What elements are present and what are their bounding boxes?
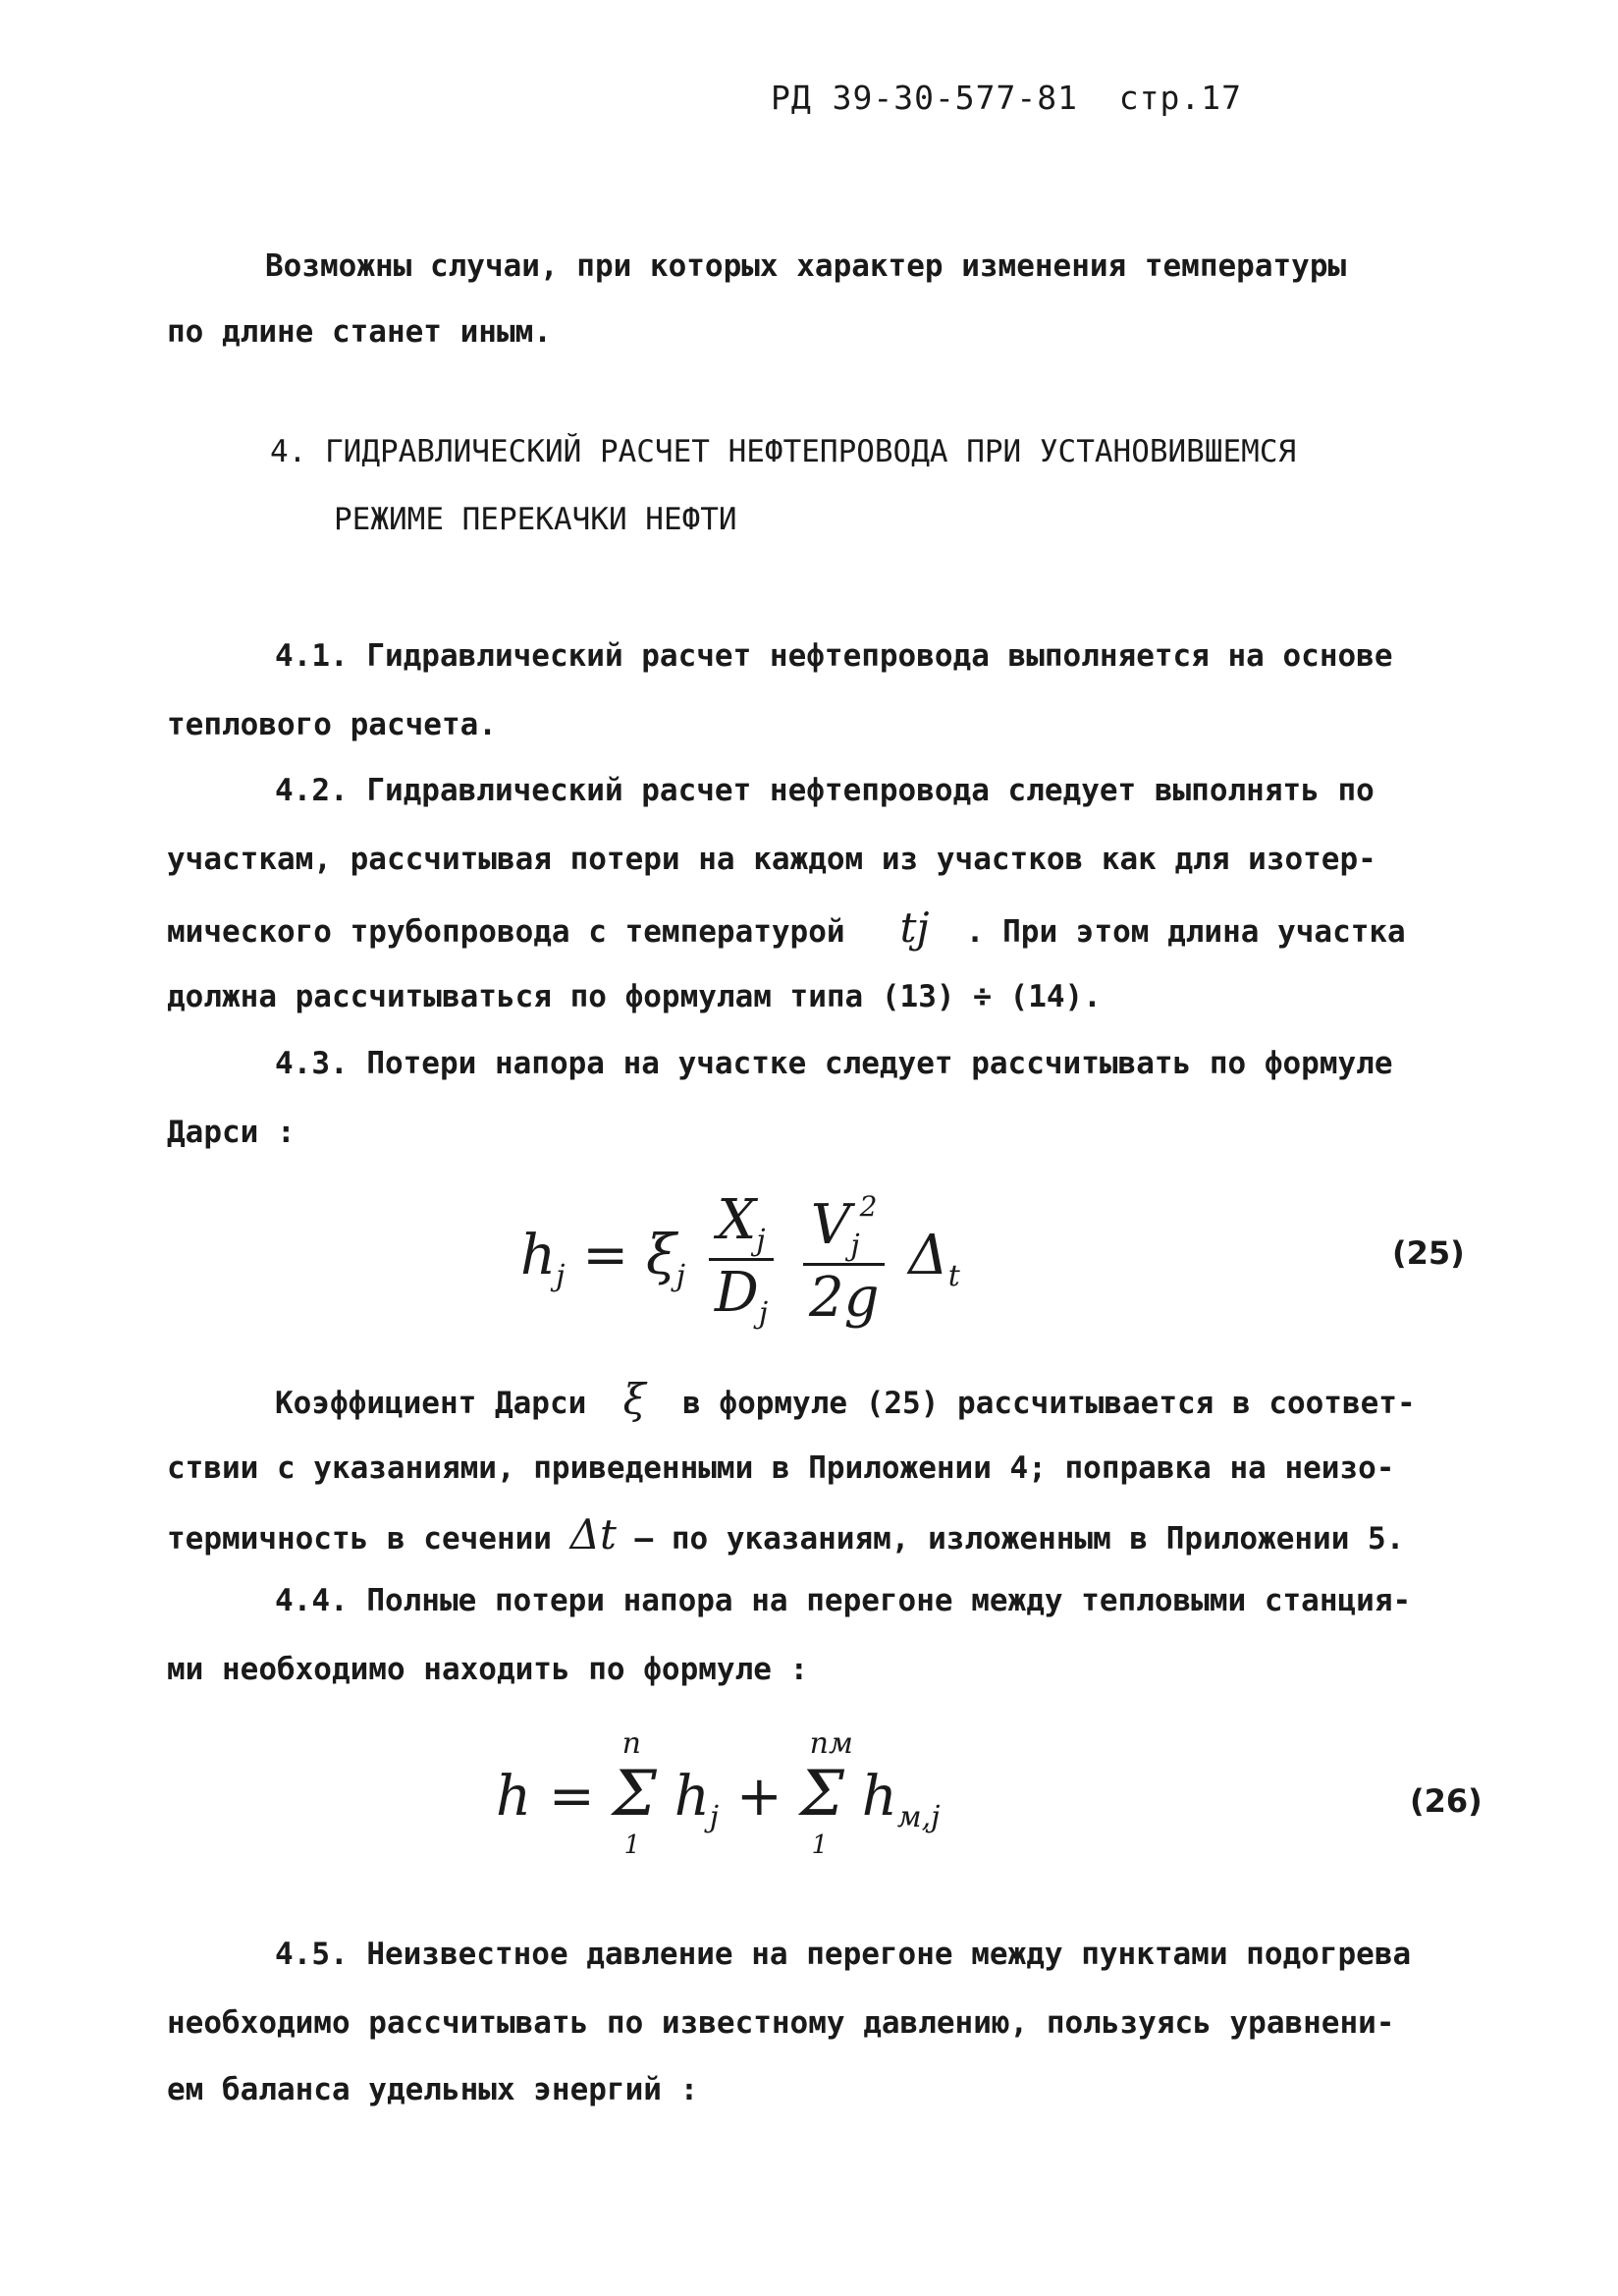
- f25-delta-sub: t: [947, 1259, 960, 1293]
- p42-line-4: должна рассчитываться по формулам типа (13) ÷ (14).: [167, 979, 1102, 1014]
- var-xi: ξ: [622, 1375, 646, 1423]
- pcoef-line-3-end: – по указаниям, изложенным в Приложении 5.: [634, 1521, 1405, 1557]
- f26-term-2-sub: м,j: [896, 1800, 941, 1834]
- f26-sum1-bot: 1: [623, 1831, 641, 1860]
- f25-frac1-den: D: [714, 1261, 759, 1325]
- p43-line-1: 4.3. Потери напора на участке следует рассчитывать по формуле: [275, 1046, 1393, 1081]
- f26-lhs: h: [496, 1765, 532, 1829]
- pcoef-line-1: [275, 1365, 1618, 1438]
- pcoef-line-2: ствии с указаниями, приведенными в Приложении 4; поправка на неизо-: [167, 1450, 1395, 1486]
- f25-frac1-num-sub: j: [756, 1224, 766, 1258]
- section-heading-line-1: 4. ГИДРАВЛИЧЕСКИЙ РАСЧЕТ НЕФТЕПРОВОДА ПРИ УСТАНОВИВШЕМСЯ: [270, 434, 1297, 469]
- pcoef-line-3-start: термичность в сечении: [167, 1521, 552, 1557]
- f25-xi-sub: j: [675, 1259, 686, 1293]
- p42-line-1: 4.2. Гидравлический расчет нефтепровода следует выполнять по: [275, 773, 1375, 808]
- p45-line-1: 4.5. Неизвестное давление на перегоне между пунктами подогрева: [275, 1937, 1412, 1972]
- var-t-j: tj: [899, 903, 930, 952]
- f25-eq: =: [582, 1224, 629, 1287]
- f25-frac2-den: 2g: [808, 1265, 880, 1330]
- p42-line-2: участкам, рассчитывая потери на каждом из участков как для изотер-: [167, 842, 1376, 877]
- f26-term-1: h: [674, 1765, 710, 1829]
- intro-line-2: по длине станет иным.: [167, 314, 552, 350]
- f25-lhs: h: [520, 1224, 557, 1287]
- intro-line-1: Возможны случаи, при которых характер изменения температуры: [265, 248, 1347, 284]
- var-delta-t: Δt: [569, 1510, 617, 1558]
- p42-line-3: [167, 894, 1551, 966]
- f25-xi: ξ: [645, 1224, 676, 1287]
- f25-frac1-den-sub: j: [758, 1296, 769, 1331]
- f26-sum2-bot: 1: [811, 1831, 829, 1860]
- f26-sum2-top: nм: [809, 1726, 853, 1761]
- p44-line-2: ми необходимо находить по формуле :: [167, 1652, 809, 1687]
- formula-26: [496, 1726, 941, 1860]
- equation-number-26: (26): [1410, 1782, 1483, 1820]
- f25-delta: Δ: [908, 1224, 948, 1287]
- p43-line-2: Дарси :: [167, 1115, 296, 1150]
- doc-code: РД 39-30-577-81: [771, 79, 1079, 117]
- pcoef-line-3: [167, 1501, 1551, 1573]
- f25-frac1-num: X: [717, 1188, 757, 1252]
- f25-frac2-num-sup: 2: [859, 1189, 878, 1223]
- f25-frac2-num: V: [810, 1192, 851, 1257]
- page-header: [771, 79, 1242, 117]
- f26-eq: =: [548, 1765, 595, 1829]
- pcoef-line-1-start: Коэффициент Дарси: [275, 1386, 587, 1421]
- p41-line-2: теплового расчета.: [167, 707, 497, 742]
- p44-line-1: 4.4. Полные потери напора на перегоне между тепловыми станция-: [275, 1583, 1412, 1618]
- p42-line-3-start: мического трубопровода с температурой: [167, 914, 845, 950]
- formula-25: [520, 1188, 960, 1331]
- p41-line-1: 4.1. Гидравлический расчет нефтепровода выполняется на основе: [275, 638, 1393, 674]
- p45-line-3: ем баланса удельных энергий :: [167, 2072, 699, 2107]
- f25-frac2-num-sub: j: [850, 1228, 860, 1263]
- f26-sum1-top: n: [621, 1726, 641, 1761]
- f26-sum-1: Σ n 1: [612, 1726, 657, 1860]
- f26-term-2: h: [861, 1765, 897, 1829]
- page-number: стр.17: [1118, 79, 1242, 117]
- f26-plus: +: [735, 1765, 782, 1829]
- f26-sum-2: Σ nм 1: [799, 1726, 853, 1860]
- pcoef-line-1-end: в формуле (25) рассчитывается в соответ-: [682, 1386, 1416, 1421]
- p42-line-3-end: . При этом длина участка: [965, 914, 1406, 950]
- f25-lhs-sub: j: [556, 1259, 566, 1293]
- f25-fraction-1: [709, 1188, 774, 1331]
- p45-line-2: необходимо рассчитывать по известному давлению, пользуясь уравнени-: [167, 2005, 1395, 2041]
- f25-fraction-2: [803, 1190, 885, 1330]
- equation-number-25: (25): [1392, 1234, 1465, 1272]
- f26-term-1-sub: j: [709, 1800, 720, 1834]
- section-heading-line-2: РЕЖИМЕ ПЕРЕКАЧКИ НЕФТИ: [334, 502, 737, 537]
